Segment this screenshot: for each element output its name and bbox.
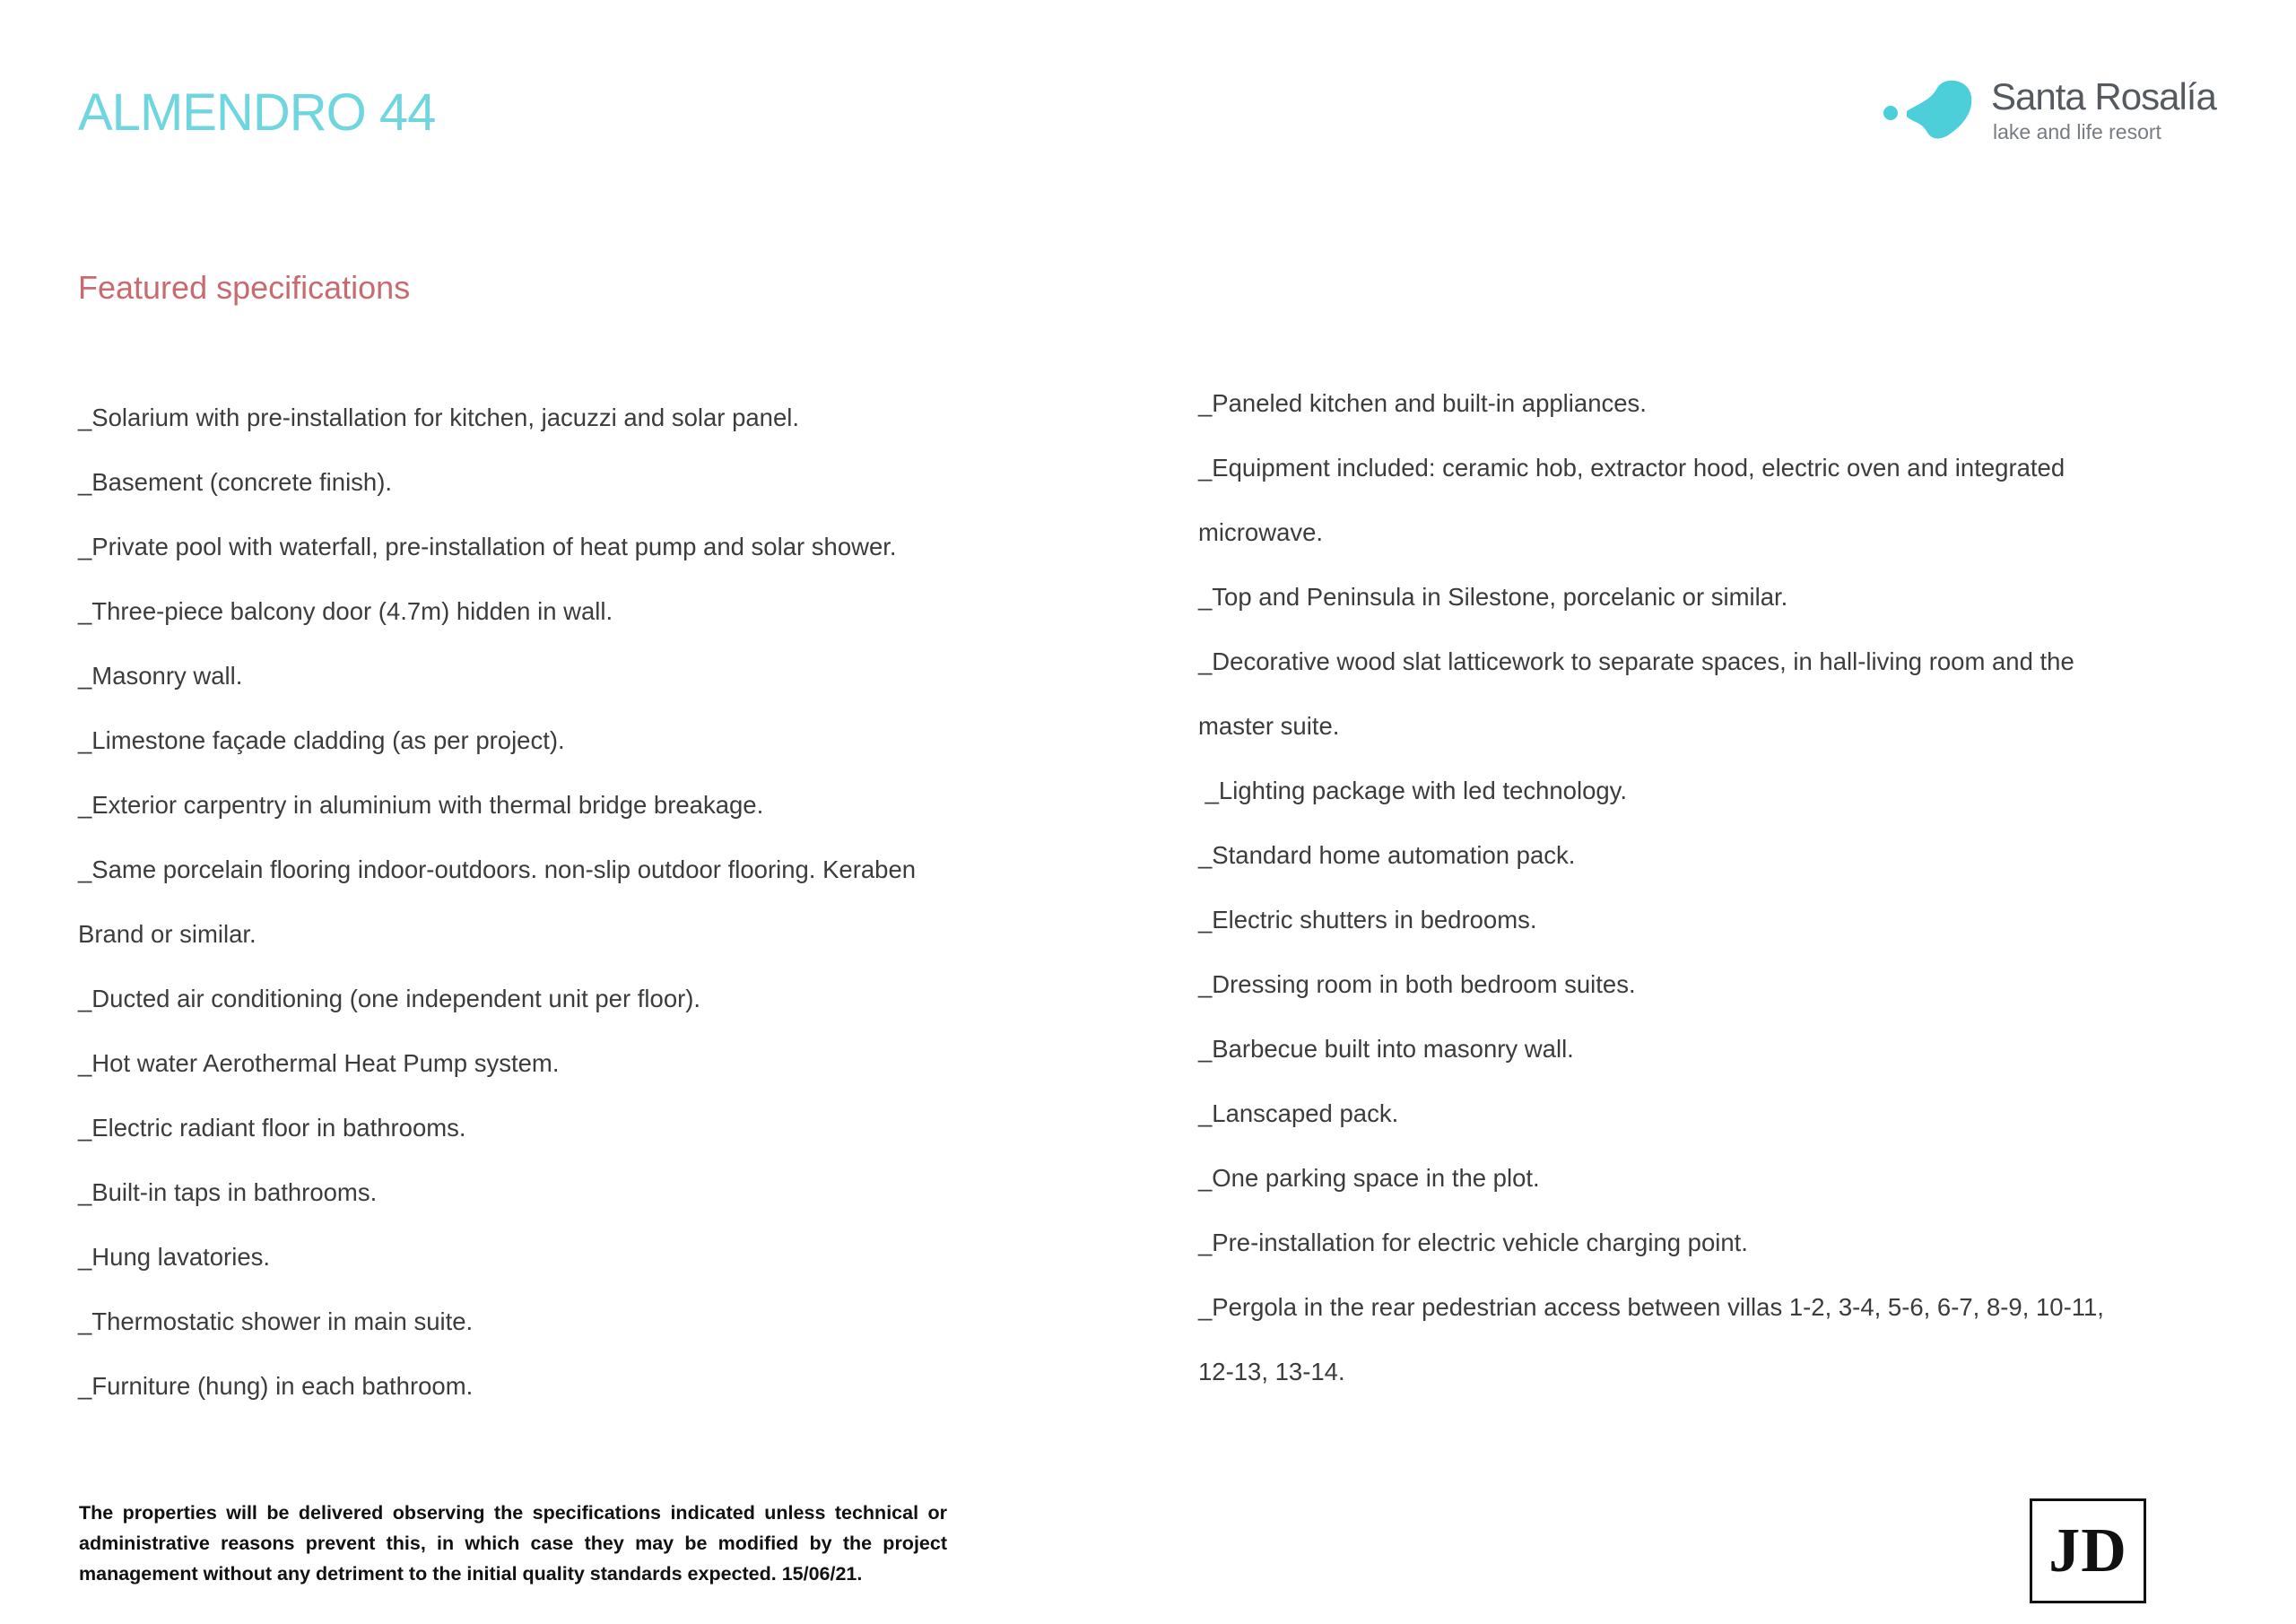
list-item: 12-13, 13-14. <box>1198 1358 1345 1385</box>
list-item: _Masonry wall. <box>78 662 243 690</box>
list-item: Brand or similar. <box>78 920 257 948</box>
list-item: _Pre-installation for electric vehicle charging point. <box>1198 1229 1748 1256</box>
list-item: _Basement (concrete finish). <box>78 468 393 496</box>
list-item: _Paneled kitchen and built-in appliances. <box>1198 389 1647 417</box>
list-item: _Furniture (hung) in each bathroom. <box>78 1372 474 1400</box>
list-item: _Ducted air conditioning (one independent unit per floor). <box>78 985 701 1012</box>
list-item: _Hot water Aerothermal Heat Pump system. <box>78 1049 560 1077</box>
list-item: _One parking space in the plot. <box>1198 1164 1540 1192</box>
disclaimer-text: The properties will be delivered observing the specifications indicated unless technical or administrative reasons prevent this, in which case they may be modified by the project management without any detriment to the initial quality standards expected. 15/06/21. <box>79 1502 947 1585</box>
list-item: _Limestone façade cladding (as per project). <box>78 726 565 754</box>
list-item: _Hung lavatories. <box>78 1243 271 1271</box>
santa-rosalia-logo <box>1882 72 2222 152</box>
list-item: microwave. <box>1198 518 1324 546</box>
jd-logo-text: JD <box>2048 1515 2127 1585</box>
section-title: Featured specifications <box>78 269 411 306</box>
list-item: _Solarium with pre-installation for kitchen, jacuzzi and solar panel. <box>78 404 800 431</box>
list-item: _Standard home automation pack. <box>1198 841 1576 869</box>
list-item: _Electric radiant floor in bathrooms. <box>78 1114 466 1142</box>
list-item: _Dressing room in both bedroom suites. <box>1198 970 1636 998</box>
list-item: _Same porcelain flooring indoor-outdoors. non-slip outdoor flooring. Keraben <box>78 855 917 883</box>
list-item: _Built-in taps in bathrooms. <box>78 1178 378 1206</box>
list-item: _Equipment included: ceramic hob, extractor hood, electric oven and integrated <box>1198 454 2066 482</box>
list-item: master suite. <box>1198 712 1340 740</box>
page-title: ALMENDRO 44 <box>78 83 436 142</box>
list-item: _Barbecue built into masonry wall. <box>1198 1035 1574 1063</box>
list-item: _Decorative wood slat latticework to separate spaces, in hall-living room and the <box>1198 647 2074 675</box>
list-item: _Thermostatic shower in main suite. <box>78 1307 474 1335</box>
jd-logo <box>2030 1498 2146 1603</box>
list-item: _Electric shutters in bedrooms. <box>1198 906 1537 934</box>
logo-name: Santa Rosalía <box>1991 75 2216 117</box>
specifications-left-list <box>78 386 975 1419</box>
list-item: _Private pool with waterfall, pre-installation of heat pump and solar shower. <box>78 533 897 560</box>
list-item: _Pergola in the rear pedestrian access between villas 1-2, 3-4, 5-6, 6-7, 8-9, 10-11, <box>1198 1293 2104 1321</box>
list-item: _Top and Peninsula in Silestone, porcelanic or similar. <box>1198 583 1788 611</box>
list-item: _Exterior carpentry in aluminium with thermal bridge breakage. <box>78 791 764 819</box>
logo-tagline: lake and life resort <box>1993 120 2161 143</box>
water-drop-logo-icon <box>1882 77 1980 149</box>
list-item: _Lighting package with led technology. <box>1198 777 1628 804</box>
list-item: _Three-piece balcony door (4.7m) hidden in wall. <box>78 597 613 625</box>
list-item: _Lanscaped pack. <box>1198 1099 1399 1127</box>
specifications-right-list <box>1198 371 2149 1404</box>
